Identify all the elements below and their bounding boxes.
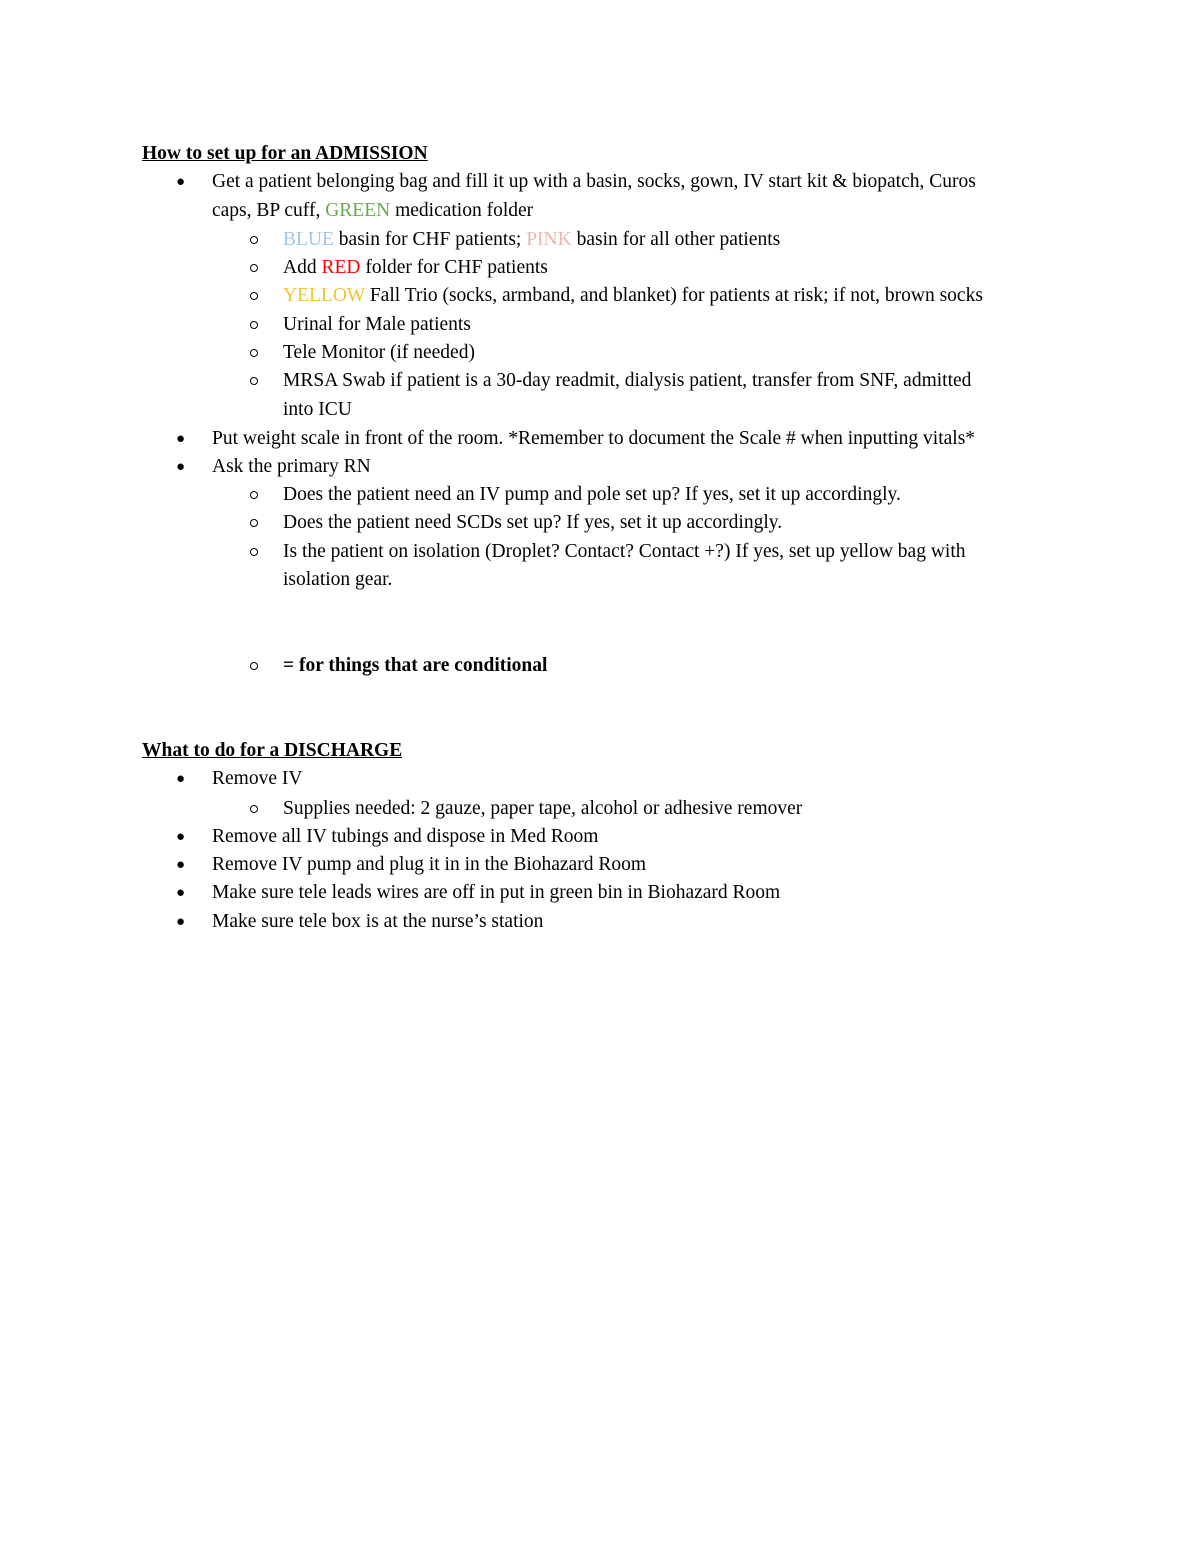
- bullet-icon: ●: [176, 771, 186, 787]
- admission-item-1-line-2: [212, 197, 533, 225]
- hollow-bullet-icon: [250, 805, 258, 813]
- discharge-item-5: Make sure tele box is at the nurse’s station: [212, 911, 544, 932]
- bullet-icon: ●: [176, 829, 186, 845]
- text-span: caps, BP cuff,: [212, 200, 326, 221]
- text-span: basin for CHF patients;: [333, 229, 527, 250]
- bullet-icon: ●: [176, 914, 186, 930]
- hollow-bullet-icon: [250, 377, 258, 385]
- admission-sub-isolation-line-1: Is the patient on isolation (Droplet? Contact? Contact +?) If yes, set up yellow bag with: [283, 541, 966, 562]
- red-color-word: RED: [321, 257, 361, 278]
- discharge-heading: What to do for a DISCHARGE: [142, 740, 403, 761]
- text-span: folder for CHF patients: [360, 257, 548, 278]
- text-span: basin for all other patients: [571, 229, 781, 250]
- discharge-item-1: Remove IV: [212, 768, 303, 789]
- admission-item-1-line-1: Get a patient belonging bag and fill it up with a basin, socks, gown, IV start kit & biopatch, Curos: [212, 171, 976, 192]
- bullet-icon: ●: [176, 174, 186, 190]
- hollow-bullet-icon: [250, 349, 258, 357]
- admission-sub-mrsa-line-1: MRSA Swab if patient is a 30-day readmit, dialysis patient, transfer from SNF, admitted: [283, 370, 972, 391]
- yellow-color-word: YELLOW: [283, 285, 365, 306]
- hollow-bullet-icon: [250, 321, 258, 329]
- hollow-bullet-icon: [250, 292, 258, 300]
- green-color-word: GREEN: [325, 200, 391, 221]
- admission-item-2: Put weight scale in front of the room. *Remember to document the Scale # when inputting vitals*: [212, 428, 976, 449]
- hollow-bullet-icon: [250, 519, 258, 527]
- text-span: Fall Trio (socks, armband, and blanket) for patients at risk; if not, brown socks: [364, 285, 983, 306]
- hollow-bullet-icon: [250, 264, 258, 272]
- bullet-icon: ●: [176, 885, 186, 901]
- admission-sub-iv-pump: Does the patient need an IV pump and pole set up? If yes, set it up accordingly.: [283, 484, 901, 505]
- blue-color-word: BLUE: [283, 229, 334, 250]
- bullet-icon: ●: [176, 431, 186, 447]
- admission-heading: How to set up for an ADMISSION: [142, 143, 428, 164]
- admission-sub-tele-monitor: Tele Monitor (if needed): [283, 342, 475, 363]
- text-span: medication folder: [390, 200, 534, 221]
- text-span: Add: [283, 257, 322, 278]
- bullet-icon: ●: [176, 459, 186, 475]
- admission-sub-isolation-line-2: isolation gear.: [283, 569, 393, 590]
- conditional-legend: = for things that are conditional: [283, 655, 548, 676]
- hollow-bullet-icon: [250, 548, 258, 556]
- admission-sub-red-folder: [283, 254, 548, 282]
- admission-sub-basin: [283, 226, 780, 254]
- discharge-item-3: Remove IV pump and plug it in in the Biohazard Room: [212, 854, 646, 875]
- pink-color-word: PINK: [526, 229, 572, 250]
- admission-sub-mrsa-line-2: into ICU: [283, 399, 352, 420]
- discharge-sub-supplies: Supplies needed: 2 gauze, paper tape, alcohol or adhesive remover: [283, 798, 803, 819]
- admission-sub-urinal: Urinal for Male patients: [283, 314, 471, 335]
- admission-sub-scds: Does the patient need SCDs set up? If yes, set it up accordingly.: [283, 512, 783, 533]
- hollow-bullet-icon: [250, 491, 258, 499]
- discharge-item-4: Make sure tele leads wires are off in put in green bin in Biohazard Room: [212, 882, 781, 903]
- bullet-icon: ●: [176, 857, 186, 873]
- discharge-item-2: Remove all IV tubings and dispose in Med Room: [212, 826, 599, 847]
- admission-item-3: Ask the primary RN: [212, 456, 371, 477]
- admission-sub-fall-trio: [283, 282, 983, 310]
- hollow-bullet-icon: [250, 236, 258, 244]
- hollow-bullet-icon: [250, 662, 258, 670]
